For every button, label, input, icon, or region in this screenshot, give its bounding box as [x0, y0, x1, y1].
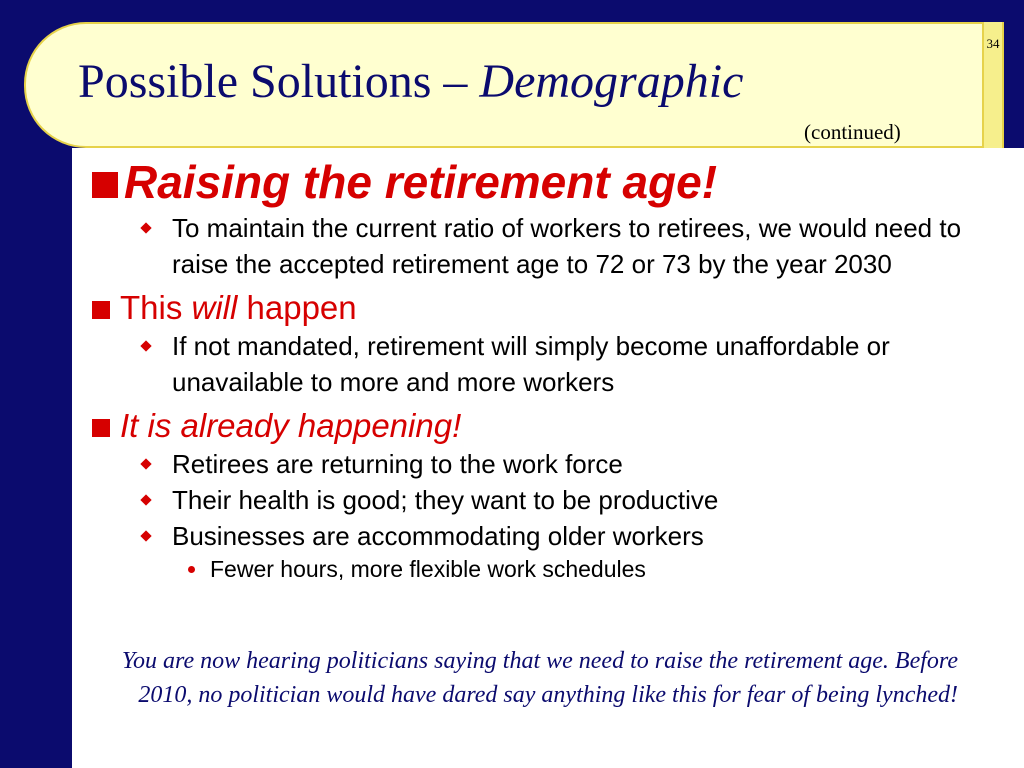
- closing-note: You are now hearing politicians saying that we need to raise the retirement age. Before 2010, no politician would have dared say anything like this for fear of being lynched!: [121, 648, 958, 708]
- sub-bullet: [92, 482, 1002, 518]
- diamond-bullet-icon: [140, 494, 151, 505]
- bullet-already-happening: [92, 406, 1002, 446]
- sub-bullet: [92, 446, 1002, 482]
- sub-bullet-text: Retirees are returning to the work force: [172, 449, 623, 479]
- sub-bullet: [92, 328, 1002, 400]
- title-emphasis: Demographic: [479, 55, 744, 108]
- sub-bullet: [92, 210, 1002, 282]
- sub-bullet-text: If not mandated, retirement will simply become unaffordable or unavailable to more and more workers: [172, 331, 890, 397]
- sub-bullet-text: Businesses are accommodating older workers: [172, 521, 704, 551]
- bullet-text-after: happen: [237, 289, 357, 326]
- sub-bullet-text: To maintain the current ratio of workers to retirees, we would need to raise the accepted retirement age to 72 or 73 by the year 2030: [172, 213, 962, 279]
- bullet-text: Raising the retirement age!: [124, 156, 718, 208]
- title-main: Possible Solutions –: [78, 55, 480, 108]
- diamond-bullet-icon: [140, 340, 151, 351]
- subtitle: (continued): [804, 120, 901, 144]
- slide-title: [78, 55, 744, 108]
- bullet-will-happen: [92, 288, 1002, 328]
- bullet-list: [92, 152, 1002, 584]
- diamond-bullet-icon: [140, 458, 151, 469]
- sub-sub-bullet: [92, 554, 1002, 584]
- bullet-text-emphasis: will: [191, 289, 238, 326]
- sub-bullet-text: Their health is good; they want to be productive: [172, 485, 719, 515]
- diamond-bullet-icon: [140, 530, 151, 541]
- square-bullet-icon: [92, 419, 110, 437]
- sub-sub-bullet-text: Fewer hours, more flexible work schedules: [210, 556, 646, 582]
- bullet-text-before: This: [120, 289, 192, 326]
- bullet-text: [120, 288, 357, 328]
- dot-bullet-icon: [188, 566, 195, 573]
- sub-bullet: [92, 518, 1002, 554]
- page-number: 34: [986, 36, 1000, 51]
- square-bullet-icon: [92, 301, 110, 319]
- square-bullet-icon: [92, 172, 118, 198]
- bullet-raising-age: [92, 154, 1002, 210]
- bullet-text: It is already happening!: [120, 407, 462, 444]
- diamond-bullet-icon: [140, 222, 151, 233]
